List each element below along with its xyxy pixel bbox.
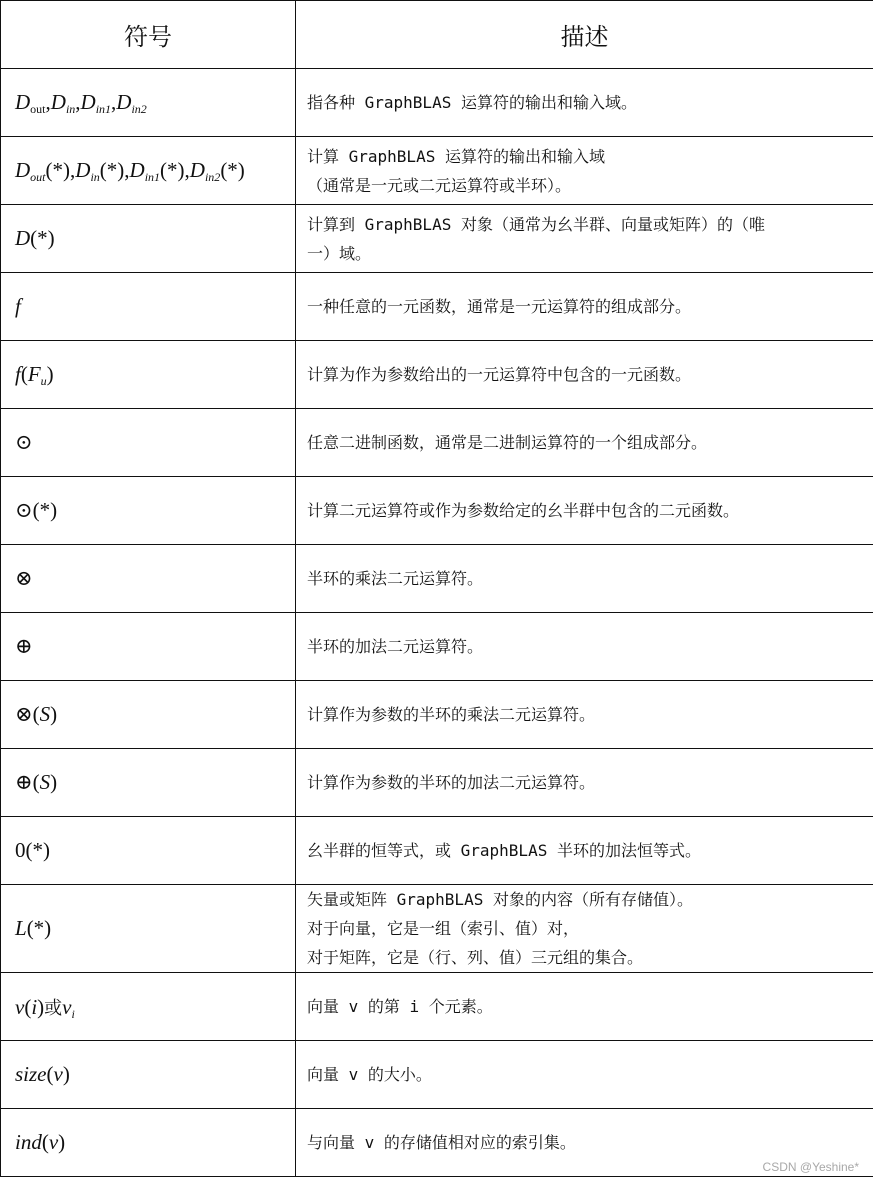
sym-part: i	[71, 1006, 75, 1021]
sym-part: L	[15, 916, 27, 940]
sym-part: (*)	[160, 158, 185, 182]
sym-part: (*)	[220, 158, 245, 182]
table-row	[1, 973, 873, 1041]
table-row	[1, 545, 873, 613]
sym-part: D	[116, 90, 132, 114]
sym-part: D	[15, 90, 31, 114]
sym-part: in	[65, 102, 76, 116]
sym-part: size	[15, 1062, 47, 1086]
description-cell	[296, 341, 873, 409]
description-cell	[296, 409, 873, 477]
table-row	[1, 885, 873, 973]
sym-part: D	[15, 226, 31, 250]
table-row	[1, 69, 873, 137]
sym-part: S	[39, 770, 51, 794]
description-cell	[296, 477, 873, 545]
symbol-cell	[1, 545, 296, 613]
sym-part: (	[41, 1130, 49, 1154]
table-row	[1, 205, 873, 273]
sym-part: (*)	[30, 226, 55, 250]
sym-part: 0	[15, 838, 26, 862]
symbol-cell	[1, 137, 296, 205]
sym-part: v	[62, 994, 72, 1019]
symbol-cell	[1, 749, 296, 817]
description-line: 任意二进制函数，通常是二进制运算符的一个组成部分。	[307, 433, 708, 452]
sym-part: (*)	[26, 916, 52, 940]
symbol-cell	[1, 885, 296, 973]
symbol-cell	[1, 341, 296, 409]
sym-part: D	[50, 90, 66, 114]
sym-part: v	[53, 1062, 63, 1086]
table-row	[1, 273, 873, 341]
sym-part: (*)	[25, 838, 50, 862]
description-line: （通常是一元或二元运算符或半环）。	[307, 175, 572, 195]
sym-part: ,	[70, 158, 76, 182]
description-cell	[296, 817, 873, 885]
sym-part: D	[129, 158, 145, 182]
description-line: 计算到 GraphBLAS 对象（通常为幺半群、向量或矩阵）的（唯	[307, 214, 765, 234]
sym-part: ind	[15, 1130, 42, 1154]
sym-part: )	[46, 362, 54, 386]
symbol-cell	[1, 681, 296, 749]
symbol-cell	[1, 613, 296, 681]
symbol-cell	[1, 477, 296, 545]
sym-part: (	[46, 1062, 54, 1086]
sym-part: in1	[144, 170, 161, 184]
description-line: 计算作为参数的半环的乘法二元运算符。	[307, 705, 596, 724]
sym-part: D	[75, 158, 91, 182]
odot-icon: ⊙	[15, 430, 33, 454]
otimes-icon: ⊗	[15, 702, 33, 726]
odot-icon: ⊙	[15, 498, 33, 522]
symbol-cell	[1, 409, 296, 477]
sym-part: F	[27, 362, 41, 386]
sym-part: S	[39, 702, 51, 726]
watermark: CSDN @Yeshine*	[762, 1160, 859, 1174]
sym-part: (	[32, 770, 40, 794]
sym-part: D	[80, 90, 96, 114]
sym-part: ,	[124, 158, 130, 182]
sym-part: )	[62, 1062, 70, 1086]
sym-part: ,	[75, 90, 81, 114]
description-cell	[296, 973, 873, 1041]
description-line: 半环的乘法二元运算符。	[307, 569, 484, 588]
header-symbol: 符号	[1, 1, 296, 69]
description-cell	[296, 885, 873, 973]
table-row	[1, 137, 873, 205]
symbol-cell	[1, 817, 296, 885]
sym-part: v	[15, 994, 25, 1019]
oplus-icon: ⊕	[15, 770, 33, 794]
description-cell	[296, 69, 873, 137]
sym-part: (*)	[45, 158, 71, 182]
table-row	[1, 1041, 873, 1109]
sym-part: u	[40, 374, 47, 388]
otimes-icon: ⊗	[15, 566, 33, 590]
sym-part: ,	[45, 90, 51, 114]
sym-part: (	[32, 702, 40, 726]
symbol-cell	[1, 273, 296, 341]
description-line: 矢量或矩阵 GraphBLAS 对象的内容（所有存储值）。	[307, 890, 693, 909]
description-line: 计算 GraphBLAS 运算符的输出和输入域	[307, 146, 605, 166]
sym-part: in2	[204, 170, 221, 184]
description-line: 计算作为参数的半环的加法二元运算符。	[307, 773, 596, 792]
sym-part: f	[15, 362, 21, 386]
description-line: 一种任意的一元函数，通常是一元运算符的组成部分。	[307, 297, 692, 316]
description-line: 计算二元运算符或作为参数给定的幺半群中包含的二元函数。	[307, 501, 740, 520]
sym-part: D	[15, 158, 31, 182]
table-row	[1, 477, 873, 545]
description-cell	[296, 613, 873, 681]
sym-part: (	[20, 362, 28, 386]
sym-part: in2	[131, 102, 147, 116]
sym-part: )	[37, 994, 45, 1019]
table-row	[1, 749, 873, 817]
description-line: 与向量 v 的存储值相对应的索引集。	[307, 1133, 576, 1152]
sym-part: D	[189, 158, 205, 182]
header-description: 描述	[296, 1, 873, 69]
sym-part: )	[58, 1130, 66, 1154]
description-line: 向量 v 的第 i 个元素。	[307, 997, 493, 1016]
table-row	[1, 681, 873, 749]
description-line: 对于向量，它是一组（索引、值）对，	[307, 919, 580, 938]
sym-part: i	[31, 994, 38, 1019]
sym-part: out	[30, 102, 46, 116]
sym-part: (	[24, 994, 32, 1019]
description-line: 一）域。	[307, 243, 372, 263]
sym-part: 或	[44, 997, 63, 1019]
description-cell	[296, 137, 873, 205]
description-line: 指各种 GraphBLAS 运算符的输出和输入域。	[307, 93, 637, 112]
description-line: 对于矩阵，它是（行、列、值）三元组的集合。	[307, 948, 644, 967]
symbol-cell	[1, 1041, 296, 1109]
description-cell	[296, 273, 873, 341]
table-row	[1, 1109, 873, 1177]
sym-part: )	[50, 770, 58, 794]
description-line: 向量 v 的大小。	[307, 1065, 432, 1084]
sym-part: (*)	[99, 158, 125, 182]
sym-part: )	[50, 702, 58, 726]
description-line: 半环的加法二元运算符。	[307, 637, 484, 656]
symbol-cell	[1, 69, 296, 137]
symbol-cell	[1, 205, 296, 273]
description-cell	[296, 749, 873, 817]
sym-part: ,	[184, 158, 190, 182]
description-line: 幺半群的恒等式，或 GraphBLAS 半环的加法恒等式。	[307, 841, 701, 860]
description-cell	[296, 545, 873, 613]
symbol-cell	[1, 1109, 296, 1177]
table-row	[1, 341, 873, 409]
sym-part: out	[30, 170, 46, 184]
description-cell	[296, 1041, 873, 1109]
description-cell	[296, 205, 873, 273]
table-row	[1, 817, 873, 885]
sym-part: in	[90, 170, 100, 184]
table-row	[1, 613, 873, 681]
header-row	[1, 1, 873, 69]
table-row	[1, 409, 873, 477]
description-line: 计算为作为参数给出的一元运算符中包含的一元函数。	[307, 365, 692, 384]
sym-part: ,	[111, 90, 117, 114]
description-cell	[296, 681, 873, 749]
oplus-icon: ⊕	[15, 634, 33, 658]
sym-part: (*)	[32, 498, 58, 522]
sym-part: v	[48, 1130, 59, 1154]
sym-part: f	[15, 294, 21, 318]
symbol-cell	[1, 973, 296, 1041]
sym-part: in1	[95, 102, 112, 116]
